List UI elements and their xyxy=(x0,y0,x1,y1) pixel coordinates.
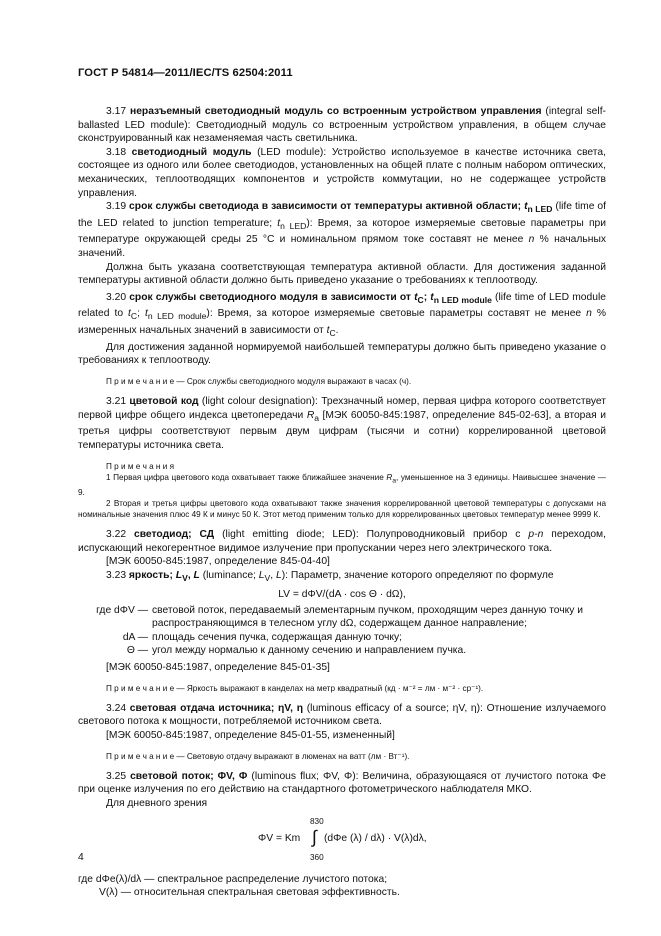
symbol-sub: C xyxy=(130,311,138,322)
daylight-label: Для дневного зрения xyxy=(106,797,208,809)
symbol: t xyxy=(326,325,330,337)
where-symbol: где dΦV — xyxy=(96,604,148,616)
term: светодиод; СД xyxy=(134,529,215,541)
luminance-formula: LV = dΦV/(dA · cos Θ · dΩ), xyxy=(278,588,406,600)
clause-number: 3.19 xyxy=(106,201,127,213)
clause-3-24 xyxy=(78,702,606,729)
definition-part: % измеренных начальных значений в зависимости от xyxy=(78,308,606,337)
where-text: угол между нормалью к данному сечению и направлением пучка. xyxy=(152,645,467,657)
clause-number: 3.22 xyxy=(106,529,127,541)
symbol: t xyxy=(414,291,418,303)
where-definition xyxy=(78,604,606,631)
definition-part: переходом, испускающий некогерентное видимое излучение при пропускании через него электрического тока. xyxy=(78,529,606,554)
reference: [МЭК 60050-845:1987, определение 845-04-40] xyxy=(106,556,330,568)
where-symbol: dA — xyxy=(122,631,148,643)
definition-part: . xyxy=(335,325,339,337)
separator: , xyxy=(270,569,276,581)
definition-part: (light colour designation): Трехзначный номер, первая цифра которого соответствует первой цифре общего индекса цветопередачи xyxy=(78,396,606,421)
clause-3-23 xyxy=(78,569,606,586)
note xyxy=(78,751,606,762)
symbol: n xyxy=(586,308,592,320)
symbol: n xyxy=(528,234,535,246)
term xyxy=(129,292,492,303)
symbol-sub: a xyxy=(314,412,320,423)
clause-3-25 xyxy=(78,770,606,797)
integral-upper-limit: 830 xyxy=(310,816,324,826)
note-text: — Световую отдачу выражают в люменах на ватт (лм · Вт⁻¹). xyxy=(174,751,410,761)
note-2: 2 Вторая и третья цифры цветового кода охватывают также значения коррелированной цветовой температуры с допусками на номинальные значения плюс 49 К и минус 50 К. Этот метод применим только для коррелированных цветовых температур менее 9999 К. xyxy=(78,498,606,519)
symbol: p-n xyxy=(528,529,544,541)
where-symbol: Θ — xyxy=(126,645,148,657)
where-definition: где dΦe(λ)/dλ — спектральное распределение лучистого потока; xyxy=(78,873,388,885)
definition-part: ): Время, за которое измеряемые световые параметры при температуре окружающей среды 25 °С и номинальном прямом токе составят не менее xyxy=(78,217,607,246)
document-header: ГОСТ Р 54814—2011/IEC/TS 62504:2011 xyxy=(78,67,293,79)
definition-part: [МЭК 60050-845:1987, определение 845-02-63], а вторая и третья цифры соответствуют первым двум цифрам (тысячи и сотни) коррелированной цветовой температуры источника света. xyxy=(78,409,606,451)
clause-3-20-paragraph: Для достижения заданной нормируемой наибольшей температуры должно быть приведено указание о требованиях к теплоотводу. xyxy=(78,341,606,367)
clause-number: 3.24 xyxy=(106,702,127,714)
term: неразъемный светодиодный модуль со встроенным устройством управления xyxy=(129,106,542,117)
where-text: площадь сечения пучка, содержащая данную точку; xyxy=(152,631,403,643)
term: цветовой код xyxy=(129,396,199,408)
separator: , xyxy=(187,569,194,581)
separator: ; xyxy=(137,308,145,320)
definition: (integral self-ballasted LED module): Светодиодный модуль со встроенным устройством управления, в общем случае сконструированный как незаменяемая часть светильника. xyxy=(78,106,606,145)
clause-number: 3.18 xyxy=(106,146,127,158)
clause-3-21 xyxy=(78,395,606,452)
symbol: t xyxy=(144,308,148,320)
clause-3-19 xyxy=(78,200,606,260)
clause-3-17 xyxy=(78,105,606,146)
term-text: яркость; xyxy=(128,569,176,581)
note-1 xyxy=(78,472,606,498)
symbol: t xyxy=(128,308,131,320)
symbol: t xyxy=(524,201,528,213)
luminous-flux-formula xyxy=(78,815,606,867)
definition-part: (light emitting diode; LED): Полупроводниковый прибор с xyxy=(214,529,529,541)
clause-number: 3.17 xyxy=(106,106,127,117)
where-definition xyxy=(78,631,606,645)
reference: [МЭК 60050-845:1987, определение 845-01-35] xyxy=(106,662,330,673)
notes-label: П р и м е ч а н и я xyxy=(106,461,175,471)
symbol-sub: n LED module xyxy=(433,294,492,305)
symbol: t xyxy=(277,217,281,229)
formula-rhs: (dΦe (λ) / dλ) · V(λ)dλ, xyxy=(324,832,427,844)
definition: (luminous flux; ΦV, Φ): Величина, образующаяся от лучистого потока Φe при оценке излучения по его действию на стандартного фотометрического наблюдателя МКО. xyxy=(78,770,606,796)
note xyxy=(78,376,606,387)
symbol: L xyxy=(193,569,200,581)
symbol-sub: n LED module xyxy=(147,311,207,322)
note-label: П р и м е ч а н и е xyxy=(106,751,175,761)
where-definition xyxy=(78,644,606,658)
clause-number: 3.21 xyxy=(106,396,127,408)
clause-3-19-paragraph: Должна быть указана соответствующая температура активной области. Для достижения заданной температуры активной области должно быть приведено указание о требованиях к теплоотводу. xyxy=(78,261,606,287)
note-label: П р и м е ч а н и е xyxy=(106,683,175,693)
formula-lhs: ΦV = Km xyxy=(258,832,301,844)
notes-block xyxy=(78,461,606,521)
where-definition: V(λ) — относительная спектральная световая эффективность. xyxy=(99,887,400,899)
note-text: 1 Первая цифра цветового кода охватывает также ближайшее значение xyxy=(106,472,387,482)
symbol: L xyxy=(175,569,183,581)
symbol-sub: n LED xyxy=(280,220,307,231)
note-text: — Яркость выражают в канделах на метр квадратный (кд · м⁻² = лм · м⁻² · ср⁻¹). xyxy=(174,683,484,693)
term xyxy=(128,569,200,584)
definition-part: (luminance; xyxy=(199,569,259,581)
note-text: , уменьшенное на 3 единицы. Наивысшее значение — 9. xyxy=(78,472,606,497)
note-label: П р и м е ч а н и е xyxy=(106,376,175,386)
term-text: срок службы светодиодного модуля в зависимости от xyxy=(129,291,415,303)
term: световая отдача источника; ηV, η xyxy=(129,702,304,714)
clause-number: 3.25 xyxy=(106,770,127,782)
symbol: L xyxy=(276,569,282,581)
symbol-sub: a xyxy=(392,477,397,485)
clause-number: 3.23 xyxy=(106,569,127,581)
symbol-sub: C xyxy=(417,294,424,305)
definition-part: % начальных значений. xyxy=(78,234,606,260)
term: светодиодный модуль xyxy=(131,146,252,158)
symbol: L xyxy=(258,569,265,581)
definition-part: ): Время, за которое измеряемые световые параметры составят не менее xyxy=(206,308,587,320)
note-text: — Срок службы светодиодного модуля выражают в часах (ч). xyxy=(174,376,412,386)
term xyxy=(129,201,553,215)
note xyxy=(78,683,606,694)
term: световой поток; ΦV, Φ xyxy=(130,770,248,782)
clause-3-20 xyxy=(78,291,606,341)
symbol-sub: C xyxy=(329,328,336,339)
integral-lower-limit: 360 xyxy=(310,852,324,862)
where-text: световой поток, передаваемый элементарным пучком, проходящим через данную точку и распространяющимся в телесном углу dΩ, содержащем данное направление; xyxy=(152,604,584,630)
reference: [МЭК 60050-845:1987, определение 845-01-55, измененный] xyxy=(106,729,395,741)
definition-part: (life time of LED module related to xyxy=(78,291,606,320)
symbol-sub: V xyxy=(182,573,188,584)
symbol-sub: V xyxy=(264,573,271,584)
document-page xyxy=(78,48,606,900)
term-text: срок службы светодиода в зависимости от температуры активной области; xyxy=(129,201,525,213)
definition: (LED module): Устройство используемое в качестве источника света, состоящее из одного или более светодиодов, установленных на общей плате с полным набором оптических, механических, теплоотводящих компонентов и устройств коммутации, но не содержащее устройств управления. xyxy=(78,146,606,199)
definition: (luminous efficacy of a source; ηV, η): Отношение излучаемого светового потока к мощности, потребляемой источником света. xyxy=(78,702,606,728)
integral-sign: ∫ xyxy=(312,826,317,847)
clause-3-22 xyxy=(78,528,606,555)
definition-part: (life time of the LED related to junction temperature; xyxy=(78,201,606,229)
clause-3-18 xyxy=(78,146,606,200)
definition-part: ): Параметр, значение которого определяют по формуле xyxy=(281,569,554,581)
separator: ; xyxy=(423,291,431,303)
clause-number: 3.20 xyxy=(106,291,127,303)
symbol: R xyxy=(306,409,315,421)
page-number: 4 xyxy=(78,852,84,863)
symbol: R xyxy=(386,472,393,482)
symbol-sub: n LED xyxy=(527,204,553,215)
symbol: t xyxy=(430,291,434,303)
